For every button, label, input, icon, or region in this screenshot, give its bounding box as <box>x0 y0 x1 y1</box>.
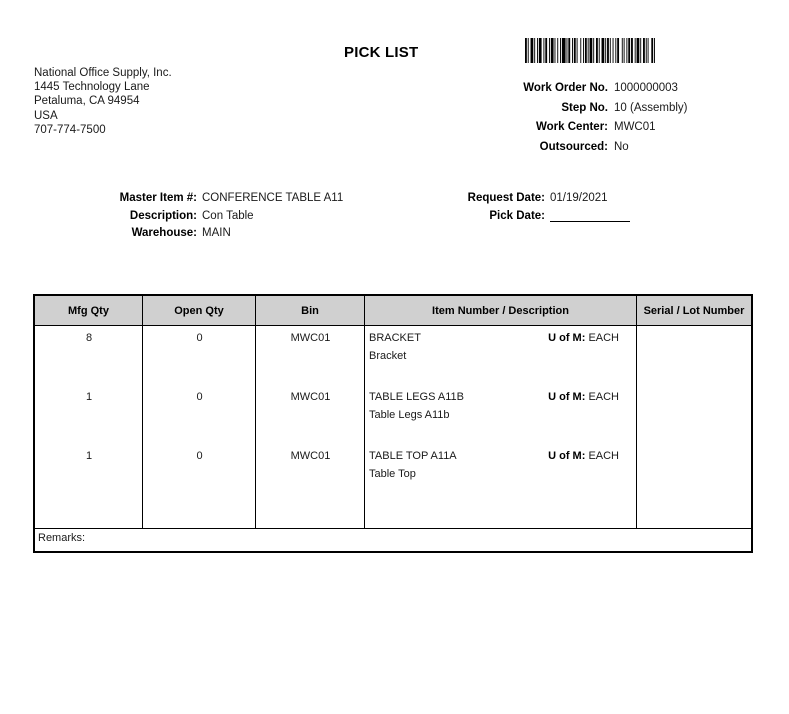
request-date-label: Request Date: <box>467 192 545 204</box>
master-item-info <box>60 192 343 239</box>
uom-label: U of M: <box>548 450 586 462</box>
header-item-number-description: Item Number / Description <box>365 296 637 325</box>
header-open-qty: Open Qty <box>143 296 256 325</box>
cell-mfg-qty: 8 <box>85 332 93 344</box>
table-row <box>35 389 751 421</box>
item-number: BRACKET <box>369 332 421 344</box>
item-number: TABLE TOP A11A <box>369 450 457 462</box>
cell-bin: MWC01 <box>290 450 331 462</box>
dates-info <box>400 192 630 225</box>
pick-items-table <box>33 294 753 553</box>
description-value: Con Table <box>202 209 254 222</box>
company-phone: 707-774-7500 <box>34 123 106 136</box>
header-mfg-qty: Mfg Qty <box>35 296 143 325</box>
cell-item-description <box>365 448 637 480</box>
work-center-label: Work Center: <box>536 121 608 134</box>
item-description: Table Legs A11b <box>369 408 450 421</box>
cell-mfg-qty: 1 <box>85 450 93 462</box>
remarks-row <box>35 528 751 551</box>
table-header-row <box>35 296 751 326</box>
uom-label: U of M: <box>548 391 586 403</box>
cell-mfg-qty: 1 <box>85 391 93 403</box>
warehouse-label: Warehouse: <box>131 227 197 240</box>
page-title: PICK LIST <box>344 44 419 61</box>
company-address-block <box>34 66 172 137</box>
cell-item-description <box>365 389 637 421</box>
master-item-label: Master Item #: <box>119 192 197 204</box>
table-row <box>35 330 751 362</box>
remarks-label: Remarks: <box>38 532 86 544</box>
uom-value: EACH <box>588 332 619 344</box>
step-no-value: 10 (Assembly) <box>614 101 688 114</box>
cell-open-qty: 0 <box>196 391 203 403</box>
work-order-no-label: Work Order No. <box>523 82 608 94</box>
pick-date-value <box>550 210 630 225</box>
request-date-value: 01/19/2021 <box>550 192 608 204</box>
item-description: Bracket <box>369 349 407 362</box>
cell-open-qty: 0 <box>196 450 203 462</box>
barcode <box>525 38 655 63</box>
item-number: TABLE LEGS A11B <box>369 391 464 403</box>
company-address-line1: 1445 Technology Lane <box>34 81 150 94</box>
cell-serial-lot <box>637 448 751 480</box>
cell-serial-lot <box>637 389 751 421</box>
uom <box>548 391 619 403</box>
uom-value: EACH <box>588 450 619 462</box>
cell-serial-lot <box>637 330 751 362</box>
step-no-label: Step No. <box>561 101 608 114</box>
cell-bin: MWC01 <box>290 391 331 403</box>
pick-date-label: Pick Date: <box>489 209 545 222</box>
warehouse-value: MAIN <box>202 227 231 240</box>
cell-item-description <box>365 330 637 362</box>
company-address-line2: Petaluma, CA 94954 <box>34 95 140 108</box>
header-serial-lot-number: Serial / Lot Number <box>643 304 745 317</box>
company-country: USA <box>34 109 58 122</box>
work-center-value: MWC01 <box>614 121 656 134</box>
uom <box>548 332 619 344</box>
cell-bin: MWC01 <box>290 332 331 344</box>
work-order-no-value: 1000000003 <box>614 82 678 94</box>
company-name: National Office Supply, Inc. <box>34 67 172 79</box>
master-item-value: CONFERENCE TABLE A11 <box>202 192 344 204</box>
table-body <box>35 326 751 528</box>
outsourced-value: No <box>614 140 629 153</box>
uom-label: U of M: <box>548 332 586 344</box>
uom <box>548 450 619 462</box>
item-description: Table Top <box>369 467 416 480</box>
pick-date-blank-line <box>550 210 630 222</box>
uom-value: EACH <box>588 391 619 403</box>
work-order-info <box>430 82 688 153</box>
table-row <box>35 448 751 480</box>
header-bin: Bin <box>256 296 365 325</box>
outsourced-label: Outsourced: <box>539 140 608 153</box>
cell-open-qty: 0 <box>196 332 203 344</box>
description-label: Description: <box>129 209 197 222</box>
